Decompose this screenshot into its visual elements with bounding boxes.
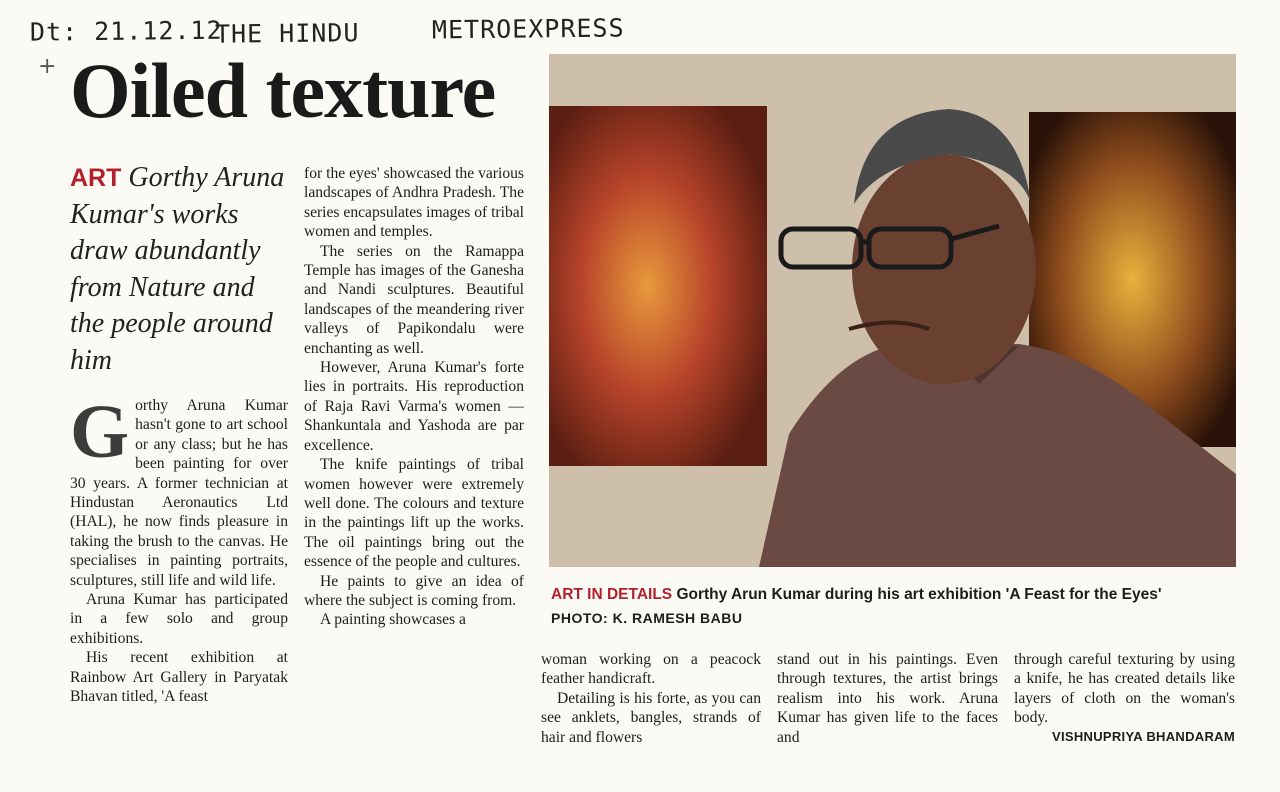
paragraph: stand out in his paintings. Even through textures, the artist brings realism into his work. Aruna Kumar has given life to the faces and [777,651,998,746]
paragraph: Detailing is his forte, as you can see anklets, bangles, strands of hair and flowers [541,689,761,746]
deck-text: Gorthy Aruna Kumar's works draw abundantly from Nature and the people around him [70,162,285,376]
paragraph: He paints to give an idea of where the subject is coming from. [304,572,524,609]
headline: Oiled texture [70,47,496,134]
paragraph: through careful texturing by using a knife, he has created details like layers of cloth on the woman's body. [1014,651,1235,727]
paragraph: His recent exhibition at Rainbow Art Gallery in Paryatak Bhavan titled, 'A feast [70,649,288,706]
article-column-4 [777,650,998,747]
crosshair-mark-icon: + [38,54,57,79]
drop-cap: G [70,390,130,474]
handwritten-paper-name: THE HINDU [214,18,360,49]
article-column-5 [1014,650,1235,728]
paragraph [70,390,288,590]
handwritten-date: Dt: 21.12.12 [29,15,223,47]
handwritten-edition: METROEXPRESS [431,13,625,45]
caption-kicker: ART IN DETAILS [551,586,673,603]
deck-kicker: ART [70,164,122,192]
byline: VISHNUPRIYA BHANDARAM [1051,729,1235,744]
caption-text: Gorthy Arun Kumar during his art exhibition 'A Feast for the Eyes' [676,586,1162,603]
paragraph: A painting showcases a [320,611,466,629]
article-photo [549,54,1236,567]
photo-credit: PHOTO: K. RAMESH BABU [551,610,743,626]
article-column-2 [304,164,524,630]
paragraph: woman working on a peacock feather handicraft. [541,651,761,688]
paragraph: The knife paintings of tribal women however were extremely well done. The colours and texture in the paintings lift up the works. The oil paintings bring out the essence of the people and cultures. [304,456,524,571]
photo-caption [551,586,1241,604]
article-column-1 [70,390,288,707]
paragraph-text: orthy Aruna Kumar hasn't gone to art school or any class; but he has been painting for over 30 years. A former technician at Hindustan Aeronautics Ltd (HAL), he now finds pleasure in taking the brush to the canvas. He specialises in painting portraits, sculptures, still life and wild life. [70,397,288,589]
article-column-3 [541,650,761,747]
paragraph: for the eyes' showcased the various landscapes of Andhra Pradesh. The series encapsulates images of tribal women and temples. [304,165,524,241]
photo-illustration [549,54,1236,567]
paragraph: However, Aruna Kumar's forte lies in portraits. His reproduction of Raja Ravi Varma's women — Shankuntala and Yashoda are par excellence. [304,359,524,454]
paragraph: Aruna Kumar has participated in a few solo and group exhibitions. [70,591,288,647]
paragraph: The series on the Ramappa Temple has images of the Ganesha and Nandi sculptures. Beautiful landscapes of the meandering river valleys of Papikondalu were enchanting as well. [304,242,524,357]
deck [70,160,295,379]
